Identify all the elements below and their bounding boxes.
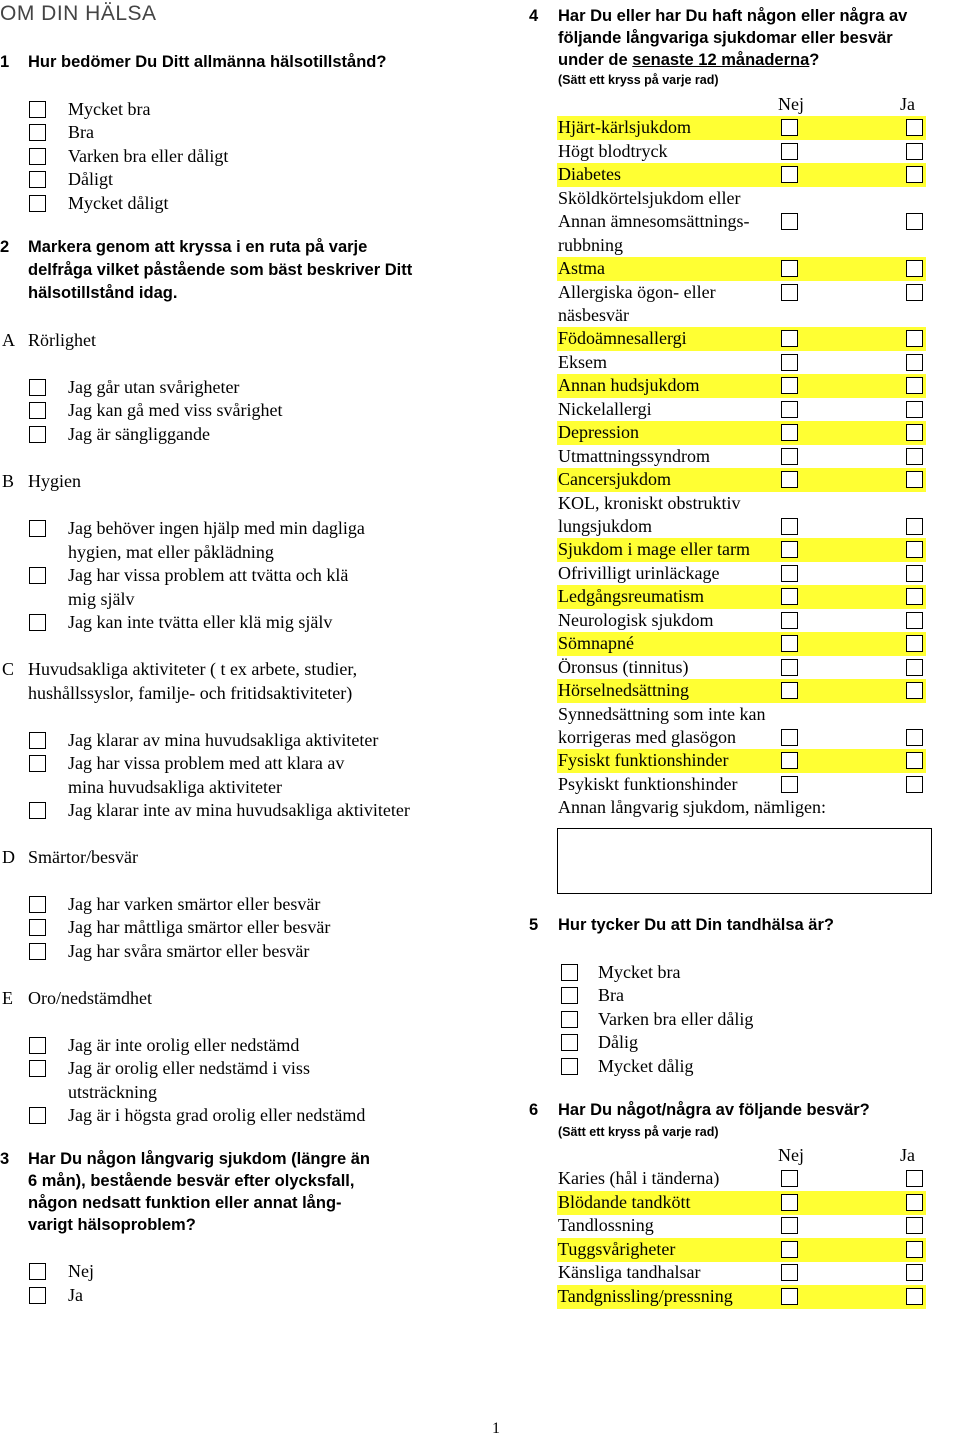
q6-checkbox-yes[interactable] (906, 1264, 923, 1281)
q4-item: Ofrivilligt urinläckage (558, 563, 720, 583)
q4-checkbox-yes[interactable] (906, 471, 923, 488)
q6-checkbox-no[interactable] (781, 1241, 798, 1258)
section-e-title: Oro/nedstämdhet (28, 988, 152, 1008)
q4-checkbox-yes[interactable] (906, 354, 923, 371)
q4-checkbox-no[interactable] (781, 448, 798, 465)
q3-checkbox-yes[interactable] (29, 1287, 46, 1304)
q6-checkbox-yes[interactable] (906, 1288, 923, 1305)
q4-checkbox-yes[interactable] (906, 729, 923, 746)
q4-checkbox-no[interactable] (781, 729, 798, 746)
q6-item: Karies (hål i tänderna) (558, 1168, 720, 1188)
q4-item: Utmattningssyndrom (558, 446, 710, 466)
q4-checkbox-yes[interactable] (906, 424, 923, 441)
q4-item: Födoämnesallergi (558, 328, 687, 348)
q4-item: Öronsus (tinnitus) (558, 657, 689, 677)
b-option: Jag behöver ingen hjälp med min dagliga (68, 518, 365, 538)
q3-question-line3: någon nedsatt funktion eller annat lång- (28, 1194, 342, 1212)
q2-number: 2 (0, 238, 10, 256)
q1-option: Bra (68, 122, 94, 142)
q1-option: Mycket dåligt (68, 193, 169, 213)
q6-number: 6 (529, 1101, 539, 1119)
q4-item: Sjukdom i mage eller tarm (558, 539, 750, 559)
q4-item: Neurologisk sjukdom (558, 610, 714, 630)
section-a-letter: A (2, 330, 15, 350)
q4-checkbox-yes[interactable] (906, 588, 923, 605)
q4-item-cont: lungsjukdom (558, 516, 653, 536)
q4-checkbox-yes[interactable] (906, 682, 923, 699)
q1-option: Dåligt (68, 169, 113, 189)
q4-item: Hörselnedsättning (558, 680, 689, 700)
page-title: OM DIN HÄLSA (0, 2, 157, 25)
q4-question-line3 (558, 49, 819, 71)
e-checkbox-1[interactable] (29, 1037, 46, 1054)
section-e-letter: E (2, 988, 13, 1008)
q1-checkbox-3[interactable] (29, 148, 46, 165)
q4-checkbox-no[interactable] (781, 424, 798, 441)
q4-checkbox-yes[interactable] (906, 401, 923, 418)
q1-checkbox-1[interactable] (29, 101, 46, 118)
q4-checkbox-no[interactable] (781, 518, 798, 535)
e-option: Jag är orolig eller nedstämd i viss (68, 1058, 310, 1078)
q5-option: Varken bra eller dålig (598, 1009, 754, 1029)
q4-item: Allergiska ögon- eller (558, 282, 716, 302)
q3-number: 3 (0, 1150, 10, 1168)
q4-checkbox-no[interactable] (781, 213, 798, 230)
q4-item: Diabetes (558, 164, 621, 184)
q4-item-cont: rubbning (558, 235, 623, 255)
e-checkbox-3[interactable] (29, 1107, 46, 1124)
q3-question-line4: varigt hälsoproblem? (28, 1216, 196, 1234)
q4-item: Sköldkörtelsjukdom eller (558, 188, 741, 208)
q4-col-yes: Ja (900, 94, 915, 114)
section-a-title: Rörlighet (28, 330, 96, 350)
q4-checkbox-yes[interactable] (906, 377, 923, 394)
q1-checkbox-2[interactable] (29, 124, 46, 141)
a-option: Jag går utan svårigheter (68, 377, 240, 397)
q4-checkbox-yes[interactable] (906, 565, 923, 582)
q6-item: Känsliga tandhalsar (558, 1262, 701, 1282)
q4-question-line1: Har Du eller har Du haft någon eller några av (558, 7, 908, 25)
e-option: Jag är i högsta grad orolig eller nedstämd (68, 1105, 366, 1125)
q4-item: Synnedsättning som inte kan (558, 704, 766, 724)
q3-question-line1: Har Du någon långvarig sjukdom (längre än (28, 1150, 370, 1168)
section-b-title: Hygien (28, 471, 81, 491)
q6-checkbox-no[interactable] (781, 1170, 798, 1187)
q4-checkbox-yes[interactable] (906, 284, 923, 301)
q4-item: Annan långvarig sjukdom, nämligen: (558, 797, 826, 817)
a-checkbox-3[interactable] (29, 426, 46, 443)
q2-question-line1: Markera genom att kryssa i en ruta på varje (28, 238, 368, 256)
q5-checkbox-4[interactable] (561, 1034, 578, 1051)
q3-checkbox-no[interactable] (29, 1263, 46, 1280)
q4-item: KOL, kroniskt obstruktiv (558, 493, 741, 513)
c-option: Jag har vissa problem med att klara av (68, 753, 345, 773)
e-option-cont: utsträckning (68, 1082, 157, 1102)
b-option: Jag har vissa problem att tvätta och klä (68, 565, 349, 585)
q5-checkbox-5[interactable] (561, 1058, 578, 1075)
q4-checkbox-no[interactable] (781, 471, 798, 488)
q4-item: Cancersjukdom (558, 469, 671, 489)
q4-item: Annan hudsjukdom (558, 375, 700, 395)
q3-option-yes: Ja (68, 1285, 83, 1305)
b-checkbox-1[interactable] (29, 520, 46, 537)
other-illness-text-field[interactable] (557, 828, 932, 894)
section-c-title-cont: hushållssyslor, familje- och fritidsaktiviteter) (28, 683, 353, 703)
q1-question: Hur bedömer Du Ditt allmänna hälsotillstånd? (28, 53, 387, 71)
q4-checkbox-yes[interactable] (906, 330, 923, 347)
q4-item-cont: korrigeras med glasögon (558, 727, 736, 747)
q4-checkbox-no[interactable] (781, 330, 798, 347)
q3-question-line2: 6 mån), bestående besvär efter olycksfall, (28, 1172, 355, 1190)
a-option: Jag är sängliggande (68, 424, 210, 444)
q1-option: Mycket bra (68, 99, 151, 119)
q4-item: Högt blodtryck (558, 141, 668, 161)
d-checkbox-1[interactable] (29, 896, 46, 913)
q4-checkbox-no[interactable] (781, 166, 798, 183)
q4-checkbox-no[interactable] (781, 260, 798, 277)
q4-checkbox-yes[interactable] (906, 213, 923, 230)
q4-checkbox-no[interactable] (781, 119, 798, 136)
q5-option: Bra (598, 985, 624, 1005)
q4-checkbox-no[interactable] (781, 635, 798, 652)
d-checkbox-2[interactable] (29, 919, 46, 936)
b-option-cont: hygien, mat eller påklädning (68, 542, 274, 562)
q1-number: 1 (0, 53, 10, 71)
q4-checkbox-no[interactable] (781, 354, 798, 371)
q5-checkbox-1[interactable] (561, 964, 578, 981)
q6-item: Blödande tandkött (558, 1192, 691, 1212)
q4-number: 4 (529, 7, 539, 25)
q4-item: Astma (558, 258, 605, 278)
q4-col-no: Nej (778, 94, 804, 114)
c-option: Jag klarar inte av mina huvudsakliga aktiviteter (68, 800, 410, 820)
d-option: Jag har måttliga smärtor eller besvär (68, 917, 331, 937)
q4-checkbox-no[interactable] (781, 377, 798, 394)
q4-checkbox-yes[interactable] (906, 143, 923, 160)
q2-question-line3: hälsotillstånd idag. (28, 284, 178, 302)
c-option-cont: mina huvudsakliga aktiviteter (68, 777, 282, 797)
q4-checkbox-yes[interactable] (906, 635, 923, 652)
q6-col-yes: Ja (900, 1145, 915, 1165)
q6-question: Har Du något/några av följande besvär? (558, 1101, 870, 1119)
q6-item: Tandgnissling/pressning (558, 1286, 733, 1306)
a-checkbox-2[interactable] (29, 402, 46, 419)
q4-checkbox-yes[interactable] (906, 541, 923, 558)
q4-checkbox-no[interactable] (781, 541, 798, 558)
c-checkbox-2[interactable] (29, 755, 46, 772)
q4-item: Annan ämnesomsättnings- (558, 211, 750, 231)
c-option: Jag klarar av mina huvudsakliga aktiviteter (68, 730, 379, 750)
page-number: 1 (492, 1420, 500, 1437)
b-option-cont: mig själv (68, 589, 135, 609)
d-option: Jag har svåra smärtor eller besvär (68, 941, 310, 961)
c-checkbox-1[interactable] (29, 732, 46, 749)
q1-checkbox-4[interactable] (29, 171, 46, 188)
q6-checkbox-no[interactable] (781, 1288, 798, 1305)
section-d-letter: D (2, 847, 15, 867)
q6-item: Tuggsvårigheter (558, 1239, 676, 1259)
q4-checkbox-no[interactable] (781, 752, 798, 769)
q6-col-no: Nej (778, 1145, 804, 1165)
d-checkbox-3[interactable] (29, 943, 46, 960)
q6-checkbox-yes[interactable] (906, 1241, 923, 1258)
q6-checkbox-yes[interactable] (906, 1170, 923, 1187)
q6-checkbox-no[interactable] (781, 1217, 798, 1234)
q5-checkbox-3[interactable] (561, 1011, 578, 1028)
q4-checkbox-yes[interactable] (906, 752, 923, 769)
q4-line3-underlined: senaste 12 månaderna (632, 51, 810, 69)
q6-checkbox-yes[interactable] (906, 1194, 923, 1211)
q2-question-line2: delfråga vilket påstående som bäst beskriver Ditt (28, 261, 413, 279)
q4-checkbox-yes[interactable] (906, 518, 923, 535)
q4-checkbox-yes[interactable] (906, 448, 923, 465)
a-checkbox-1[interactable] (29, 379, 46, 396)
q5-number: 5 (529, 916, 539, 934)
q4-checkbox-no[interactable] (781, 588, 798, 605)
q5-option: Mycket bra (598, 962, 681, 982)
q4-checkbox-yes[interactable] (906, 659, 923, 676)
q4-checkbox-no[interactable] (781, 143, 798, 160)
q4-checkbox-yes[interactable] (906, 776, 923, 793)
q3-option-no: Nej (68, 1261, 94, 1281)
q6-checkbox-no[interactable] (781, 1264, 798, 1281)
q4-checkbox-yes[interactable] (906, 260, 923, 277)
q5-checkbox-2[interactable] (561, 987, 578, 1004)
section-b-letter: B (2, 471, 15, 491)
q4-checkbox-yes[interactable] (906, 166, 923, 183)
c-checkbox-3[interactable] (29, 802, 46, 819)
b-option: Jag kan inte tvätta eller klä mig själv (68, 612, 333, 632)
q6-item: Tandlossning (558, 1215, 654, 1235)
q4-row-highlight (557, 257, 926, 281)
section-c-title: Huvudsakliga aktiviteter ( t ex arbete, studier, (28, 659, 358, 679)
q4-checkbox-no[interactable] (781, 682, 798, 699)
q4-checkbox-no[interactable] (781, 401, 798, 418)
q4-checkbox-no[interactable] (781, 284, 798, 301)
q5-option: Dålig (598, 1032, 638, 1052)
section-d-title: Smärtor/besvär (28, 847, 138, 867)
q6-checkbox-no[interactable] (781, 1194, 798, 1211)
q1-option: Varken bra eller dåligt (68, 146, 229, 166)
q4-item: Sömnapné (558, 633, 634, 653)
q1-checkbox-5[interactable] (29, 195, 46, 212)
q6-checkbox-yes[interactable] (906, 1217, 923, 1234)
q4-line3-pre: under de (558, 51, 633, 69)
q5-option: Mycket dålig (598, 1056, 694, 1076)
q4-item-cont: näsbesvär (558, 305, 629, 325)
q4-item: Hjärt-kärlsjukdom (558, 117, 691, 137)
q5-question: Hur tycker Du att Din tandhälsa är? (558, 916, 834, 934)
q4-item: Psykiskt funktionshinder (558, 774, 738, 794)
e-checkbox-2[interactable] (29, 1060, 46, 1077)
a-option: Jag kan gå med viss svårighet (68, 400, 283, 420)
d-option: Jag har varken smärtor eller besvär (68, 894, 321, 914)
q4-line3-post: ? (809, 51, 820, 69)
q4-checkbox-no[interactable] (781, 612, 798, 629)
q4-checkbox-yes[interactable] (906, 119, 923, 136)
section-c-letter: C (2, 659, 15, 679)
q4-item: Fysiskt funktionshinder (558, 750, 729, 770)
q4-checkbox-no[interactable] (781, 776, 798, 793)
q4-checkbox-yes[interactable] (906, 612, 923, 629)
q4-checkbox-no[interactable] (781, 659, 798, 676)
q4-item: Ledgångsreumatism (558, 586, 704, 606)
q4-instruction: (Sätt ett kryss på varje rad) (558, 73, 719, 87)
q4-question-line2: följande långvariga sjukdomar eller besvär (558, 29, 893, 47)
b-checkbox-2[interactable] (29, 567, 46, 584)
q4-checkbox-no[interactable] (781, 565, 798, 582)
q6-instruction: (Sätt ett kryss på varje rad) (558, 1125, 719, 1139)
q4-item: Nickelallergi (558, 399, 652, 419)
b-checkbox-3[interactable] (29, 614, 46, 631)
q4-item: Eksem (558, 352, 607, 372)
q4-item: Depression (558, 422, 639, 442)
e-option: Jag är inte orolig eller nedstämd (68, 1035, 300, 1055)
